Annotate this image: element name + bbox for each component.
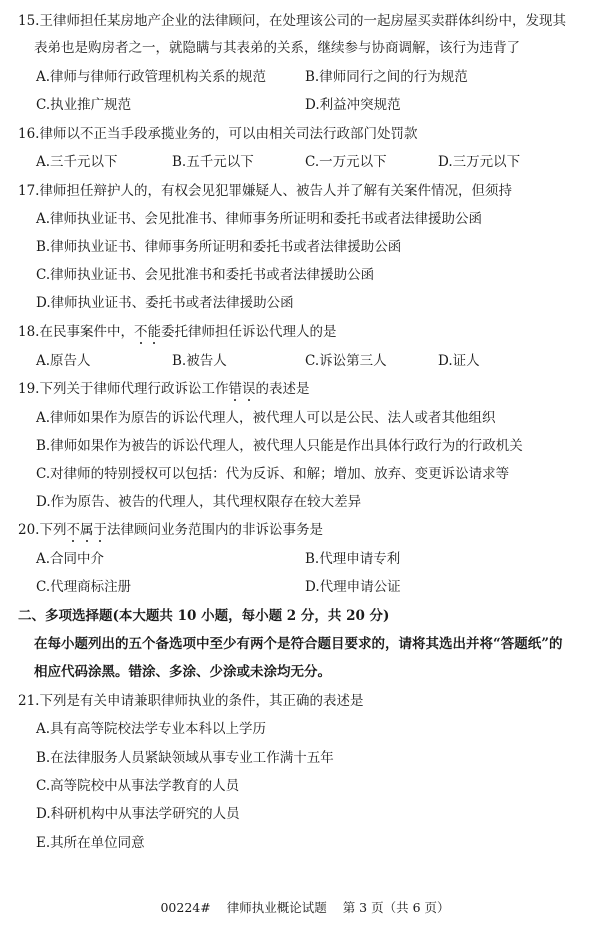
q16-stem: 16.律师以不正当手段承揽业务的，可以由相关司法行政部门处罚款 <box>18 126 418 142</box>
q15-option-d: D.利益冲突规范 <box>305 97 401 113</box>
q21-option-a: A.具有高等院校法学专业本科以上学历 <box>36 721 267 737</box>
q15-option-b: B.律师同行之间的行为规范 <box>305 69 468 85</box>
q18-stem-post: 委托律师担任诉讼代理人的是 <box>160 324 337 340</box>
q18-option-a: A.原告人 <box>36 353 91 369</box>
page-footer <box>0 898 610 916</box>
q18-stem-emphasis: 能 <box>147 324 161 340</box>
q21-option-b: B.在法律服务人员紧缺领域从事专业工作满十五年 <box>36 750 334 766</box>
q19-option-b: B.律师如果作为被告的诉讼代理人，被代理人只能是作出具体行政行为的行政机关 <box>36 438 523 454</box>
q15-option-a: A.律师与律师行政管理机构关系的规范 <box>36 69 267 85</box>
q16-option-d: D.三万元以下 <box>438 154 521 170</box>
q19-option-c: C.对律师的特别授权可以包括：代为反诉、和解；增加、放弃、变更诉讼请求等 <box>36 466 510 482</box>
q19-stem-emphasis: 误 <box>241 381 256 397</box>
q18-option-b: B.被告人 <box>172 353 227 369</box>
q19-option-d: D.作为原告、被告的代理人，其代理权限存在较大差异 <box>36 494 362 510</box>
exam-title: 律师执业概论试题 <box>226 900 327 915</box>
q19-stem-pre: 19.下列关于律师代理行政诉讼工作 <box>18 381 229 397</box>
q16-option-b: B.五千元以下 <box>172 154 254 170</box>
q16-option-c: C.一万元以下 <box>305 154 387 170</box>
q15-stem-cont: 表弟也是购房者之一，就隐瞒与其表弟的关系，继续参与协商调解，该行为违背了 <box>34 40 520 56</box>
q19-stem-post: 的表述是 <box>255 381 310 397</box>
exam-code: 00224# <box>160 900 211 915</box>
q17-option-c: C.律师执业证书、会见批准书和委托书或者法律援助公函 <box>36 267 375 283</box>
q20-option-b: B.代理申请专利 <box>305 551 401 567</box>
q17-option-d: D.律师执业证书、委托书或者法律援助公函 <box>36 295 294 311</box>
section-title: 二、多项选择题(本大题共 10 小题，每小题 2 分，共 20 分) <box>18 608 390 624</box>
q18-option-c: C.诉讼第三人 <box>305 353 387 369</box>
q17-stem: 17.律师担任辩护人的，有权会见犯罪嫌疑人、被告人并了解有关案件情况，但须持 <box>18 183 512 199</box>
section-instructions-cont: 相应代码涂黑。错涂、多涂、少涂或未涂均无分。 <box>34 664 331 680</box>
q19-stem <box>18 380 309 398</box>
q18-stem-emphasis: 不 <box>133 324 148 340</box>
q20-stem-pre: 20.下列 <box>18 522 67 538</box>
q21-option-e: E.其所在单位同意 <box>36 835 145 851</box>
q15-stem: 15.王律师担任某房地产企业的法律顾问，在处理该公司的一起房屋买卖群体纠纷中，发现其 <box>18 13 566 29</box>
q20-option-d: D.代理申请公证 <box>305 579 401 595</box>
q21-option-c: C.高等院校中从事法学教育的人员 <box>36 778 240 794</box>
q18-option-d: D.证人 <box>438 353 480 369</box>
q21-stem: 21.下列是有关申请兼职律师执业的条件，其正确的表述是 <box>18 693 364 709</box>
q20-stem-emphasis: 于 <box>93 522 107 538</box>
q20-stem-emphasis: 属 <box>79 522 94 538</box>
q20-stem <box>18 521 323 539</box>
q18-stem <box>18 323 336 341</box>
q17-option-b: B.律师执业证书、律师事务所证明和委托书或者法律援助公函 <box>36 239 402 255</box>
page-number: 第 3 页（共 6 页） <box>342 900 450 915</box>
section-instructions: 在每小题列出的五个备选项中至少有两个是符合题目要求的，请将其选出并将“答题纸”的 <box>34 636 563 652</box>
q20-stem-emphasis: 不 <box>66 522 80 538</box>
q19-stem-emphasis: 错 <box>228 381 242 397</box>
q19-option-a: A.律师如果作为原告的诉讼代理人，被代理人可以是公民、法人或者其他组织 <box>36 410 496 426</box>
q20-option-c: C.代理商标注册 <box>36 579 132 595</box>
q15-option-c: C.执业推广规范 <box>36 97 132 113</box>
q16-option-a: A.三千元以下 <box>36 154 118 170</box>
q20-stem-post: 法律顾问业务范围内的非诉讼事务是 <box>106 522 323 538</box>
q20-option-a: A.合同中介 <box>36 551 105 567</box>
q21-option-d: D.科研机构中从事法学研究的人员 <box>36 806 240 822</box>
q18-stem-pre: 18.在民事案件中， <box>18 324 134 340</box>
q17-option-a: A.律师执业证书、会见批准书、律师事务所证明和委托书或者法律援助公函 <box>36 211 483 227</box>
